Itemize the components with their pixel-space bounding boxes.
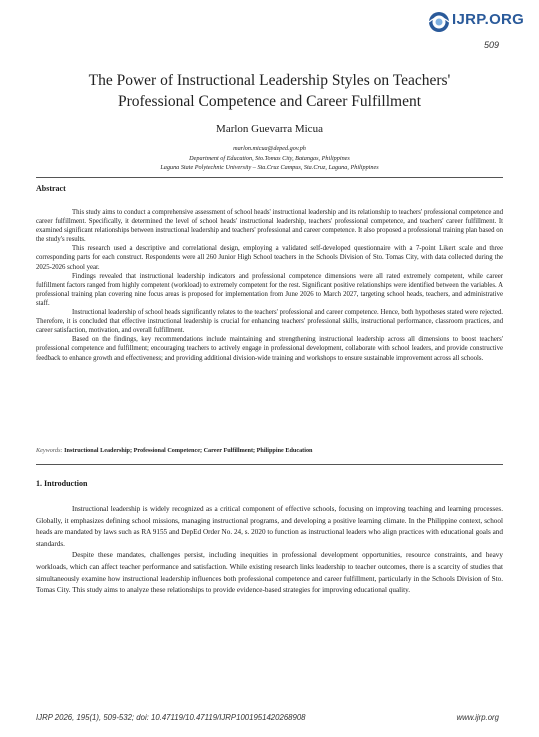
abstract-heading: Abstract [36, 184, 66, 193]
affiliation-block [40, 144, 499, 173]
title-line-1: The Power of Instructional Leadership Styles on Teachers' [88, 72, 451, 89]
abstract-paragraph: This research used a descriptive and correlational design, employing a validated self-developed questionnaire with a 7-point Likert scale and three corresponding parts for each construct. Respondents were all 260 Junior High School teachers in the Schools Division of Sto. Tomas City, with data collected during the 2025-2026 school year. [36, 245, 503, 271]
abstract-paragraph: Based on the findings, key recommendations include maintaining and strengthening instructional leadership across all dimensions to boost teachers' professional competence and fulfillment; encouraging teachers to actively engage in professional development, collaborate with school leaders, and provide constructive feedback to enhance growth and effectiveness; and providing additional division-wide training and workshops to ensure sustainable improvement across all schools. [36, 336, 503, 362]
top-divider [36, 177, 503, 178]
keywords-divider [36, 464, 503, 465]
introduction-paragraph: Despite these mandates, challenges persist, including inequities in professional development opportunities, resource constraints, and heavy workloads, which can affect teacher performance and satisfaction. While existing research links leadership to teacher outcomes, there is a scarcity of studies that simultaneously examine how instructional leadership influences both professional competence and career fulfillment, particularly in the Schools Division of Sto. Tomas City. This study aims to analyze these relationships to provide evidence-based strategies for improving educational quality. [36, 551, 503, 595]
keywords-text: Instructional Leadership; Professional Competence; Career Fulfillment; Philippine Education [64, 447, 313, 454]
author-name: Marlon Guevarra Micua [216, 123, 323, 135]
abstract-paragraph: This study aims to conduct a comprehensive assessment of school heads' instructional leadership and its relationship to teachers' professional competence and career fulfillment. Specifically, it determined the level of school heads' instructional leadership, teachers' professional competence, and teachers' career fulfillment. It examined significant relationships between instructional leadership and teachers' professional and career competence. It also proposed a professional training plan based on the study's results. [36, 209, 503, 244]
footer-citation: IJRP 2026, 195(1), 509-532; doi: 10.47119/10.47119/IJRP1001951420268908 [36, 713, 306, 722]
title-line-2: Professional Competence and Career Fulfillment [117, 93, 422, 110]
affiliation-2: Laguna State Polytechnic University – Sta.Cruz Campus, Sta.Cruz, Laguna, Philippines [160, 164, 379, 171]
logo-text: IJRP.ORG [452, 11, 525, 28]
keywords-label: Keywords: [36, 447, 63, 454]
author-email[interactable]: marlon.micua@deped.gov.ph [233, 145, 306, 152]
affiliation-1: Department of Education, Sto.Tomas City, Batangas, Philippines [189, 154, 350, 162]
abstract-paragraph: Instructional leadership of school heads significantly relates to the teachers' professional and career competence. Hence, both hypotheses stated were rejected. Therefore, it is concluded that effective instructional leadership is crucial for enhancing teachers' professional skills, instructional performance, classroom practices, and career satisfaction, motivation, and overall fulfillment. [36, 309, 503, 335]
abstract-paragraph: Findings revealed that instructional leadership indicators and professional competence dimensions were all rated extremely competent, while career fulfillment factors ranged from highly competent (workload) to extremely competent for the rest. Significant positive relationships were identified between the variables. A professional training plan covering nine focus areas is proposed for implementation from June 2026 to March 2027, targeting school heads, teachers, and administrative staff. [36, 272, 503, 307]
keywords-line [36, 447, 503, 454]
introduction-paragraph: Instructional leadership is widely recognized as a critical component of effective schools, focusing on improving teaching and learning processes. Globally, it emphasizes defining school missions, managing instructional programs, and developing a positive learning climate. In the Philippine context, school heads are mandated by laws such as RA 9155 and DepEd Order No. 24, s. 2020 to function as instructional leaders who align practices with educational goals and standards. [36, 505, 503, 548]
introduction-heading: 1. Introduction [36, 479, 88, 488]
footer-site-link[interactable]: www.ijrp.org [456, 713, 499, 722]
paper-title [40, 70, 499, 112]
introduction-body [36, 504, 503, 597]
page-number: 509 [483, 40, 499, 50]
abstract-body [36, 208, 503, 363]
